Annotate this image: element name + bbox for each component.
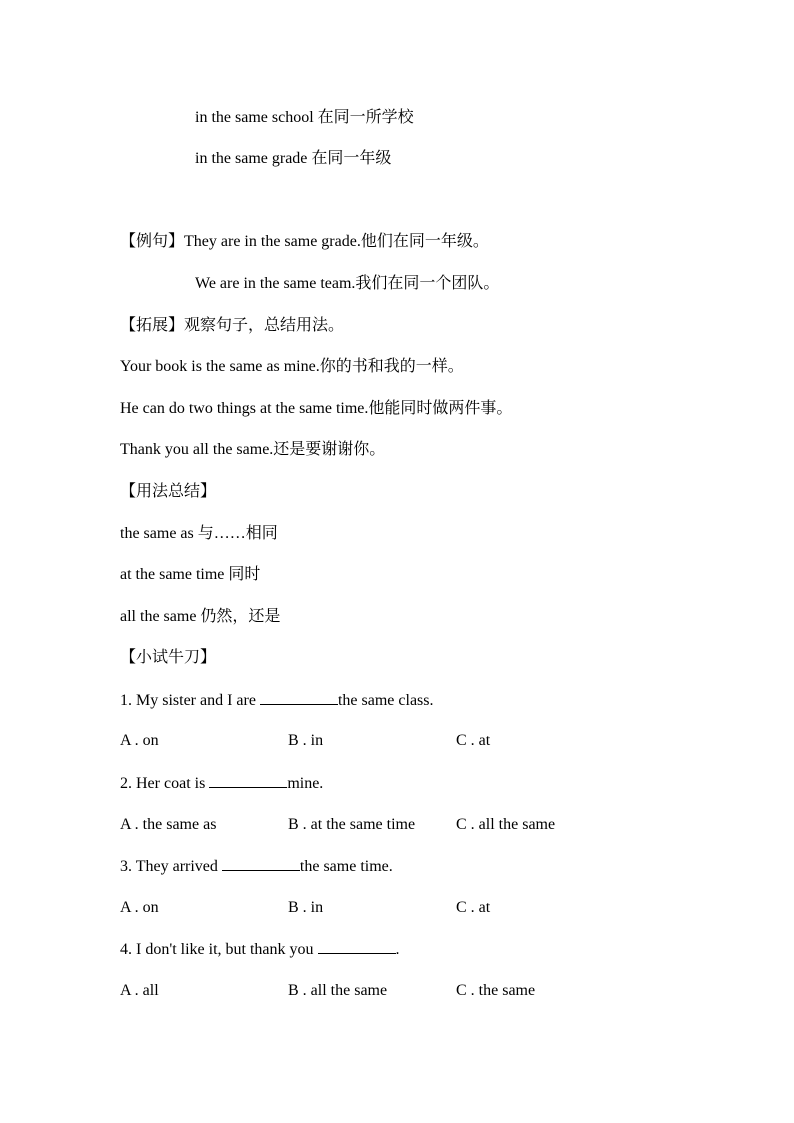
question-4	[120, 939, 400, 960]
question-3	[120, 856, 393, 877]
q3-option-b[interactable]: B . in	[288, 899, 324, 916]
question-2	[120, 773, 323, 794]
summary-heading: 【用法总结】	[120, 483, 217, 500]
q2-option-a[interactable]: A . the same as	[120, 816, 217, 833]
summary-item-2: at the same time 同时	[120, 566, 261, 583]
example-sentence-1	[120, 232, 489, 252]
example-label: 【例句】	[120, 233, 185, 250]
phrase-line-1: in the same school 在同一所学校	[195, 109, 414, 126]
answer-blank[interactable]	[318, 939, 396, 954]
q4-option-c[interactable]: C . the same	[456, 982, 536, 999]
q1-option-b[interactable]: B . in	[288, 732, 324, 749]
question-4-after: .	[395, 941, 400, 958]
extension-sentence-1: Your book is the same as mine.你的书和我的一样。	[120, 358, 464, 375]
example-sentence-2: We are in the same team.我们在同一个团队。	[195, 275, 500, 292]
phrase-line-2: in the same grade 在同一年级	[195, 150, 392, 167]
q2-option-b[interactable]: B . at the same time	[288, 816, 416, 833]
q4-option-a[interactable]: A . all	[120, 982, 159, 999]
extension-heading: 【拓展】观察句子，总结用法。	[120, 317, 345, 334]
q4-option-b[interactable]: B . all the same	[288, 982, 388, 999]
question-4-before: 4. I don't like it, but thank you	[120, 941, 318, 958]
summary-item-3: all the same 仍然，还是	[120, 608, 281, 625]
q2-option-c[interactable]: C . all the same	[456, 816, 556, 833]
q1-option-a[interactable]: A . on	[120, 732, 159, 749]
practice-heading: 【小试牛刀】	[120, 649, 217, 666]
extension-sentence-3: Thank you all the same.还是要谢谢你。	[120, 441, 386, 458]
answer-blank[interactable]	[260, 690, 338, 705]
answer-blank[interactable]	[209, 773, 287, 788]
q1-option-c[interactable]: C . at	[456, 732, 491, 749]
extension-sentence-2: He can do two things at the same time.他能同时做两件事。	[120, 400, 513, 417]
question-1	[120, 690, 434, 711]
answer-blank[interactable]	[222, 856, 300, 871]
question-2-before: 2. Her coat is	[120, 775, 210, 792]
q3-option-a[interactable]: A . on	[120, 899, 159, 916]
question-1-before: 1. My sister and I are	[120, 692, 260, 709]
question-2-after: mine.	[287, 775, 324, 792]
q3-option-c[interactable]: C . at	[456, 899, 491, 916]
question-3-after: the same time.	[299, 858, 393, 875]
question-1-after: the same class.	[337, 692, 434, 709]
question-3-before: 3. They arrived	[120, 858, 222, 875]
summary-item-1: the same as 与……相同	[120, 525, 278, 542]
example-text-1: They are in the same grade.他们在同一年级。	[184, 233, 489, 250]
